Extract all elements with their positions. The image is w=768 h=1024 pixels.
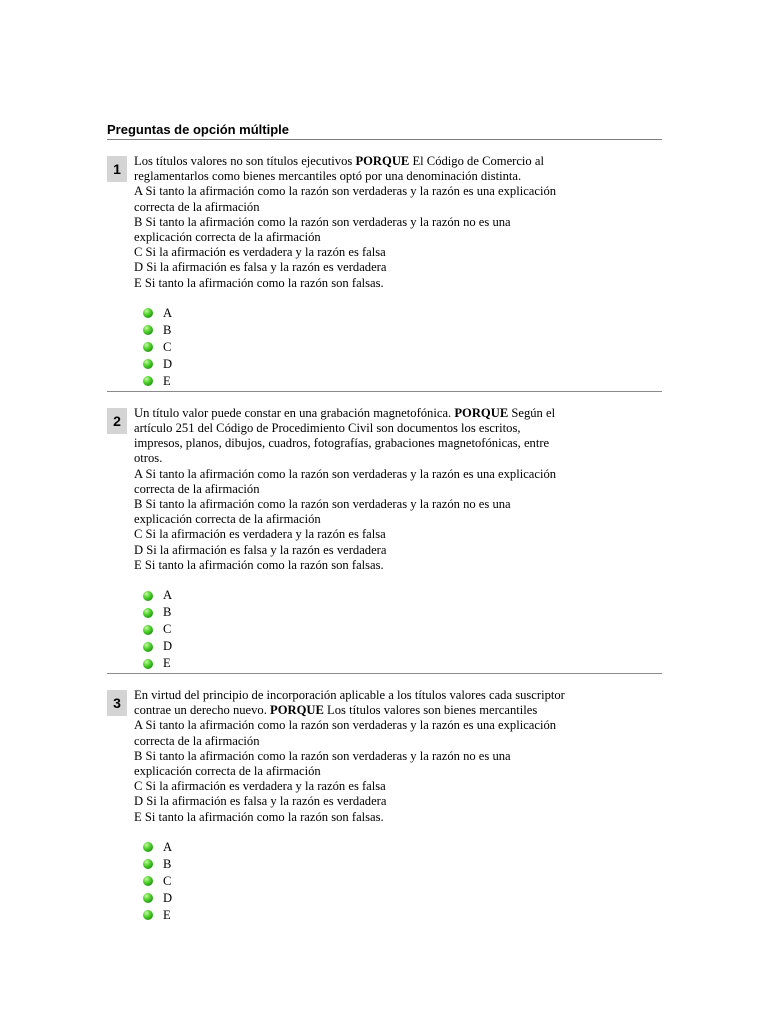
answer-option-label: B <box>163 605 172 620</box>
question-text-line <box>134 467 654 482</box>
question-text-line <box>134 558 654 573</box>
text-segment: explicación correcta de la afirmación <box>134 230 321 245</box>
text-segment: B Si tanto la afirmación como la razón son verdaderas y la razón no es una <box>134 497 511 512</box>
green-bullet-icon <box>143 642 153 652</box>
answer-option[interactable] <box>143 655 662 672</box>
answer-option-label: B <box>163 322 172 337</box>
answer-option-label: D <box>163 639 173 654</box>
text-segment: E Si tanto la afirmación como la razón son falsas. <box>134 275 384 290</box>
green-bullet-icon <box>143 876 153 886</box>
green-bullet-icon <box>143 342 153 352</box>
answer-option[interactable] <box>143 604 662 621</box>
answer-option[interactable] <box>143 856 662 873</box>
text-segment: A Si tanto la afirmación como la razón son verdaderas y la razón es una explicación <box>134 718 557 733</box>
text-segment: E Si tanto la afirmación como la razón son falsas. <box>134 809 384 824</box>
question-list <box>107 154 662 924</box>
answer-option-label: A <box>163 588 173 603</box>
answer-option[interactable] <box>143 890 662 907</box>
question-number-badge: 1 <box>107 156 127 182</box>
answer-option[interactable] <box>143 356 662 373</box>
text-segment: Según el <box>508 405 556 420</box>
text-segment: contrae un derecho nuevo. <box>134 703 271 718</box>
answer-option[interactable] <box>143 339 662 356</box>
question-text <box>134 154 662 291</box>
question-text-line <box>134 276 654 291</box>
question-text <box>134 688 662 825</box>
answer-option-label: C <box>163 873 172 888</box>
question-text-line <box>134 734 654 749</box>
text-segment: Los títulos valores no son títulos ejecutivos <box>134 154 356 168</box>
answer-option-label: E <box>163 656 171 671</box>
green-bullet-icon <box>143 625 153 635</box>
text-segment: C Si la afirmación es verdadera y la razón es falsa <box>134 527 386 542</box>
answer-option[interactable] <box>143 638 662 655</box>
title-rule <box>107 139 662 140</box>
text-segment: D Si la afirmación es falsa y la razón es verdadera <box>134 794 387 809</box>
text-segment: A Si tanto la afirmación como la razón son verdaderas y la razón es una explicación <box>134 466 557 481</box>
question-text-line <box>134 703 654 718</box>
text-segment: C Si la afirmación es verdadera y la razón es falsa <box>134 245 386 260</box>
answer-option[interactable] <box>143 873 662 890</box>
question-text-line <box>134 482 654 497</box>
question-text-line <box>134 406 654 421</box>
text-segment: reglamentarlos como bienes mercantiles optó por una denominación distinta. <box>134 169 522 184</box>
green-bullet-icon <box>143 325 153 335</box>
text-segment: explicación correcta de la afirmación <box>134 764 321 779</box>
question-text-line <box>134 718 654 733</box>
text-segment: En virtud del principio de incorporación aplicable a los títulos valores cada suscriptor <box>134 688 565 703</box>
answer-options <box>134 305 662 390</box>
question-text-line <box>134 512 654 527</box>
question-number-badge: 3 <box>107 690 127 716</box>
green-bullet-icon <box>143 608 153 618</box>
answer-option-label: E <box>163 373 171 388</box>
answer-option-label: B <box>163 856 172 871</box>
text-segment: correcta de la afirmación <box>134 733 260 748</box>
question-text-line <box>134 230 654 245</box>
text-segment: impresos, planos, dibujos, cuadros, fotografías, grabaciones magnetofónicas, entre <box>134 436 550 451</box>
answer-option[interactable] <box>143 907 662 924</box>
quiz-page <box>107 122 662 924</box>
text-segment: artículo 251 del Código de Procedimiento Civil son documentos los escritos, <box>134 421 521 436</box>
green-bullet-icon <box>143 842 153 852</box>
answer-option-label: C <box>163 339 172 354</box>
question-text-line <box>134 260 654 275</box>
green-bullet-icon <box>143 659 153 669</box>
answer-option-label: A <box>163 305 173 320</box>
text-segment: A Si tanto la afirmación como la razón son verdaderas y la razón es una explicación <box>134 184 557 199</box>
answer-option[interactable] <box>143 322 662 339</box>
question-text-line <box>134 184 654 199</box>
question-text-line <box>134 451 654 466</box>
question-text-line <box>134 215 654 230</box>
answer-option[interactable] <box>143 305 662 322</box>
question-text-line <box>134 169 654 184</box>
question-divider <box>107 673 662 674</box>
text-segment: D Si la afirmación es falsa y la razón es verdadera <box>134 260 387 275</box>
answer-option[interactable] <box>143 621 662 638</box>
answer-options <box>134 839 662 924</box>
question-text-line <box>134 436 654 451</box>
text-segment: Un título valor puede constar en una grabación magnetofónica. <box>134 405 455 420</box>
green-bullet-icon <box>143 893 153 903</box>
answer-option[interactable] <box>143 839 662 856</box>
text-segment: Los títulos valores son bienes mercantiles <box>323 703 538 718</box>
green-bullet-icon <box>143 308 153 318</box>
answer-option-label: D <box>163 890 173 905</box>
question-text-line <box>134 200 654 215</box>
keyword-porque: PORQUE <box>270 703 324 718</box>
text-segment: D Si la afirmación es falsa y la razón es verdadera <box>134 542 387 557</box>
text-segment: E Si tanto la afirmación como la razón son falsas. <box>134 557 384 572</box>
question-number-badge: 2 <box>107 408 127 434</box>
text-segment: correcta de la afirmación <box>134 481 260 496</box>
answer-option-label: D <box>163 356 173 371</box>
question-text-line <box>134 543 654 558</box>
question-text-line <box>134 421 654 436</box>
text-segment: explicación correcta de la afirmación <box>134 512 321 527</box>
question-block <box>107 406 662 672</box>
question-text-line <box>134 749 654 764</box>
question-text-line <box>134 688 654 703</box>
answer-options <box>134 587 662 672</box>
green-bullet-icon <box>143 591 153 601</box>
text-segment: correcta de la afirmación <box>134 199 260 214</box>
answer-option-label: C <box>163 622 172 637</box>
question-text-line <box>134 810 654 825</box>
keyword-porque: PORQUE <box>355 154 410 168</box>
keyword-porque: PORQUE <box>454 405 509 420</box>
question-text <box>134 406 662 573</box>
text-segment: B Si tanto la afirmación como la razón son verdaderas y la razón no es una <box>134 214 511 229</box>
green-bullet-icon <box>143 859 153 869</box>
text-segment: El Código de Comercio al <box>409 154 544 168</box>
section-title: Preguntas de opción múltiple <box>107 122 290 137</box>
answer-option-label: A <box>163 839 173 854</box>
question-divider <box>107 391 662 392</box>
answer-option-label: E <box>163 907 171 922</box>
green-bullet-icon <box>143 359 153 369</box>
question-text-line <box>134 794 654 809</box>
question-text-line <box>134 527 654 542</box>
green-bullet-icon <box>143 376 153 386</box>
answer-option[interactable] <box>143 373 662 390</box>
question-block <box>107 688 662 924</box>
text-segment: B Si tanto la afirmación como la razón son verdaderas y la razón no es una <box>134 748 511 763</box>
green-bullet-icon <box>143 910 153 920</box>
text-segment: otros. <box>134 451 163 466</box>
question-text-line <box>134 779 654 794</box>
question-text-line <box>134 497 654 512</box>
question-text-line <box>134 154 654 169</box>
question-block <box>107 154 662 390</box>
text-segment: C Si la afirmación es verdadera y la razón es falsa <box>134 779 386 794</box>
answer-option[interactable] <box>143 587 662 604</box>
question-text-line <box>134 245 654 260</box>
question-text-line <box>134 764 654 779</box>
